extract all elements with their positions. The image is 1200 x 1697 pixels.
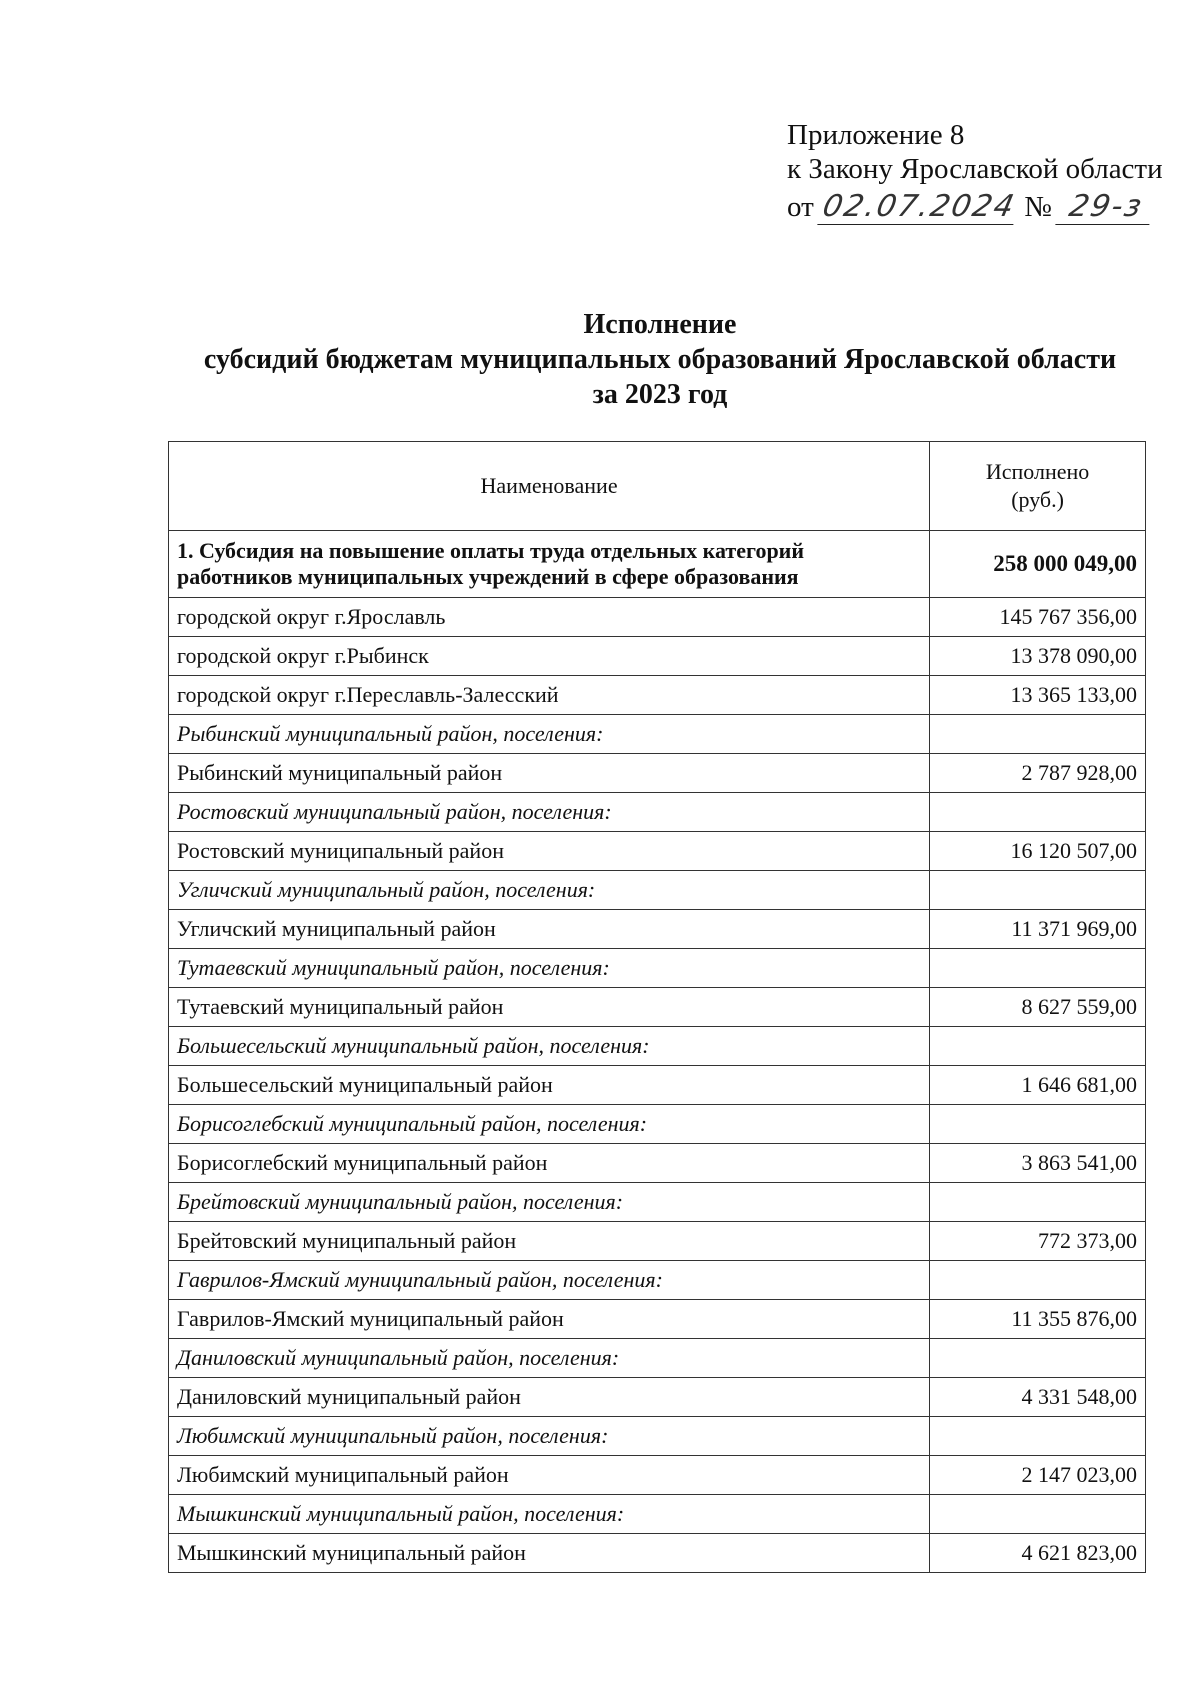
group-heading-row xyxy=(169,1339,1146,1378)
row-amount: 3 863 541,00 xyxy=(930,1144,1146,1183)
row-name: Мышкинский муниципальный район xyxy=(169,1534,930,1573)
table-row xyxy=(169,832,1146,871)
row-name: Гаврилов-Ямский муниципальный район, поселения: xyxy=(169,1261,930,1300)
header-amount xyxy=(930,442,1146,531)
table-row xyxy=(169,598,1146,637)
table-row xyxy=(169,1300,1146,1339)
row-name: Любимский муниципальный район xyxy=(169,1456,930,1495)
group-heading-row xyxy=(169,793,1146,832)
row-name: Борисоглебский муниципальный район xyxy=(169,1144,930,1183)
row-amount: 4 331 548,00 xyxy=(930,1378,1146,1417)
table-header-row xyxy=(169,442,1146,531)
row-amount: 11 355 876,00 xyxy=(930,1300,1146,1339)
row-amount: 2 147 023,00 xyxy=(930,1456,1146,1495)
row-amount xyxy=(930,1417,1146,1456)
table-row xyxy=(169,637,1146,676)
row-amount: 4 621 823,00 xyxy=(930,1534,1146,1573)
row-amount: 11 371 969,00 xyxy=(930,910,1146,949)
header-amount-line1: Исполнено xyxy=(985,459,1090,484)
row-name: Даниловский муниципальный район xyxy=(169,1378,930,1417)
table-row xyxy=(169,1066,1146,1105)
section-amount: 258 000 049,00 xyxy=(930,531,1146,598)
row-amount xyxy=(930,1261,1146,1300)
group-heading-row xyxy=(169,871,1146,910)
row-amount xyxy=(930,1339,1146,1378)
row-amount xyxy=(930,949,1146,988)
row-name: городской округ г.Ярославль xyxy=(169,598,930,637)
row-amount xyxy=(930,715,1146,754)
row-amount: 772 373,00 xyxy=(930,1222,1146,1261)
row-name: городской округ г.Рыбинск xyxy=(169,637,930,676)
group-heading-row xyxy=(169,1495,1146,1534)
handwritten-number: 29-з xyxy=(1055,190,1156,225)
row-amount xyxy=(930,1105,1146,1144)
row-amount xyxy=(930,1027,1146,1066)
group-heading-row xyxy=(169,1027,1146,1066)
title-line-3: за 2023 год xyxy=(592,379,728,410)
row-name: Рыбинский муниципальный район, поселения: xyxy=(169,715,930,754)
header-amount-line2: (руб.) xyxy=(1011,487,1064,512)
row-amount: 2 787 928,00 xyxy=(930,754,1146,793)
section-row xyxy=(169,531,1146,598)
row-name: Гаврилов-Ямский муниципальный район xyxy=(169,1300,930,1339)
table-row xyxy=(169,1456,1146,1495)
group-heading-row xyxy=(169,1261,1146,1300)
row-name: Угличский муниципальный район, поселения: xyxy=(169,871,930,910)
appendix-date-line xyxy=(787,190,1163,234)
row-amount: 145 767 356,00 xyxy=(930,598,1146,637)
group-heading-row xyxy=(169,949,1146,988)
row-amount xyxy=(930,1183,1146,1222)
table-row xyxy=(169,676,1146,715)
row-name: Даниловский муниципальный район, поселения: xyxy=(169,1339,930,1378)
row-amount: 16 120 507,00 xyxy=(930,832,1146,871)
row-amount: 1 646 681,00 xyxy=(930,1066,1146,1105)
group-heading-row xyxy=(169,1417,1146,1456)
row-name: Брейтовский муниципальный район xyxy=(169,1222,930,1261)
table-row xyxy=(169,988,1146,1027)
table-row xyxy=(169,754,1146,793)
group-heading-row xyxy=(169,1105,1146,1144)
row-name: Ростовский муниципальный район, поселения: xyxy=(169,793,930,832)
row-name: Мышкинский муниципальный район, поселения: xyxy=(169,1495,930,1534)
row-amount xyxy=(930,871,1146,910)
header-name: Наименование xyxy=(169,442,930,531)
appendix-law-reference: к Закону Ярославской области xyxy=(787,153,1163,185)
row-amount: 8 627 559,00 xyxy=(930,988,1146,1027)
handwritten-date: 02.07.2024 xyxy=(817,190,1020,225)
row-amount: 13 378 090,00 xyxy=(930,637,1146,676)
row-name: Ростовский муниципальный район xyxy=(169,832,930,871)
row-name: Рыбинский муниципальный район xyxy=(169,754,930,793)
row-name: Тутаевский муниципальный район xyxy=(169,988,930,1027)
number-label: № xyxy=(1024,191,1052,223)
title-line-1: Исполнение xyxy=(583,309,737,340)
row-name: Тутаевский муниципальный район, поселения: xyxy=(169,949,930,988)
appendix-number: Приложение 8 xyxy=(787,119,965,151)
table-row xyxy=(169,1378,1146,1417)
table-row xyxy=(169,1222,1146,1261)
table-row xyxy=(169,910,1146,949)
row-amount xyxy=(930,793,1146,832)
appendix-header xyxy=(787,118,1163,234)
group-heading-row xyxy=(169,715,1146,754)
row-amount: 13 365 133,00 xyxy=(930,676,1146,715)
row-name: городской округ г.Переславль-Залесский xyxy=(169,676,930,715)
row-name: Угличский муниципальный район xyxy=(169,910,930,949)
group-heading-row xyxy=(169,1183,1146,1222)
row-name: Борисоглебский муниципальный район, поселения: xyxy=(169,1105,930,1144)
row-name: Брейтовский муниципальный район, поселения: xyxy=(169,1183,930,1222)
from-label: от xyxy=(787,191,814,223)
section-name: 1. Субсидия на повышение оплаты труда отдельных категорий работников муниципальных учреждений в сфере образования xyxy=(169,531,930,598)
table-row xyxy=(169,1534,1146,1573)
row-amount xyxy=(930,1495,1146,1534)
subsidy-table xyxy=(168,441,1146,1573)
row-name: Большесельский муниципальный район, поселения: xyxy=(169,1027,930,1066)
title-line-2: субсидий бюджетам муниципальных образований Ярославской области xyxy=(203,344,1117,375)
row-name: Любимский муниципальный район, поселения: xyxy=(169,1417,930,1456)
document-title xyxy=(160,307,1160,412)
row-name: Большесельский муниципальный район xyxy=(169,1066,930,1105)
table-row xyxy=(169,1144,1146,1183)
